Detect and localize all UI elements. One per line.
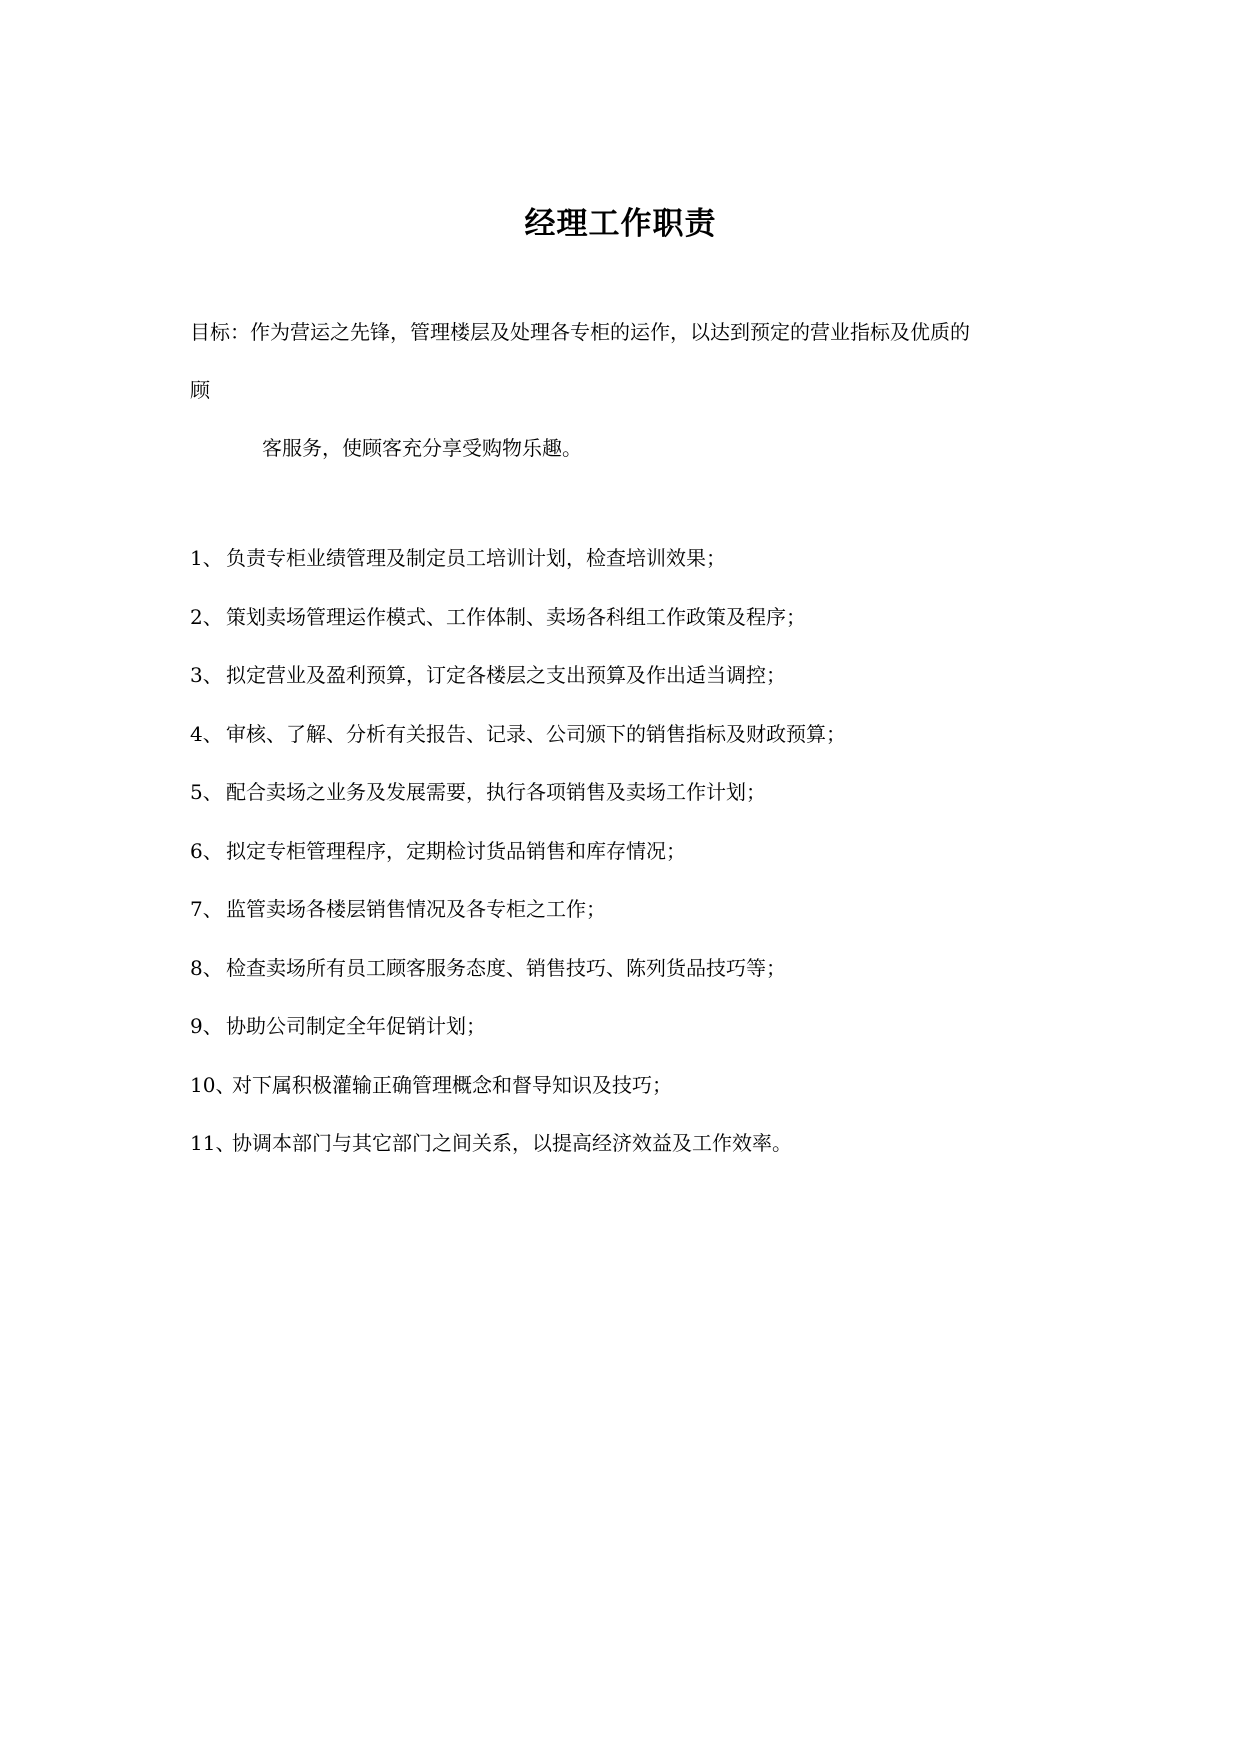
item-text: 协调本部门与其它部门之间关系，以提高经济效益及工作效率。 (232, 1131, 792, 1155)
item-text: 监管卖场各楼层销售情况及各专柜之工作； (226, 897, 606, 921)
item-text: 对下属积极灌输正确管理概念和督导知识及技巧； (232, 1072, 672, 1097)
goal-line-2: 顾 (190, 378, 210, 402)
document-title: 经理工作职责 (524, 206, 717, 242)
list-item (190, 839, 846, 898)
item-number: 8、 (190, 955, 223, 980)
list-item (190, 1131, 846, 1190)
item-number: 4、 (190, 721, 223, 746)
item-number: 5、 (190, 780, 223, 804)
item-text: 拟定专柜管理程序，定期检讨货品销售和库存情况； (226, 838, 686, 863)
item-number: 3、 (190, 663, 223, 687)
list-item (190, 1073, 846, 1132)
list-item (190, 546, 846, 605)
list-item (190, 663, 846, 722)
item-text: 拟定营业及盈利预算，订定各楼层之支出预算及作出适当调控； (226, 663, 786, 687)
item-number: 1、 (190, 546, 223, 570)
item-text: 审核、了解、分析有关报告、记录、公司颁下的销售指标及财政预算； (226, 721, 846, 746)
goal-text-1: 作为营运之先锋，管理楼层及处理各专柜的运作，以达到预定的营业指标及优质的 (250, 320, 970, 344)
item-number: 10、 (190, 1072, 236, 1097)
item-number: 7、 (190, 897, 223, 921)
item-number: 11、 (190, 1131, 236, 1155)
item-text: 负责专柜业绩管理及制定员工培训计划，检查培训效果； (226, 546, 726, 570)
list-item (190, 780, 846, 839)
item-number: 6、 (190, 838, 223, 863)
goal-line-3: 客服务，使顾客充分享受购物乐趣。 (262, 436, 582, 460)
list-item (190, 897, 846, 956)
item-number: 2、 (190, 604, 223, 629)
goal-line-1 (190, 316, 970, 345)
item-text: 检查卖场所有员工顾客服务态度、销售技巧、陈列货品技巧等； (226, 955, 786, 980)
list-item (190, 722, 846, 781)
duty-list (190, 546, 846, 1190)
list-item (190, 605, 846, 664)
item-text: 协助公司制定全年促销计划； (226, 1014, 486, 1038)
item-text: 策划卖场管理运作模式、工作体制、卖场各科组工作政策及程序； (226, 604, 806, 629)
list-item (190, 956, 846, 1015)
item-text: 配合卖场之业务及发展需要，执行各项销售及卖场工作计划； (226, 780, 766, 804)
list-item (190, 1014, 846, 1073)
item-number: 9、 (190, 1014, 223, 1038)
goal-label: 目标： (190, 320, 250, 344)
